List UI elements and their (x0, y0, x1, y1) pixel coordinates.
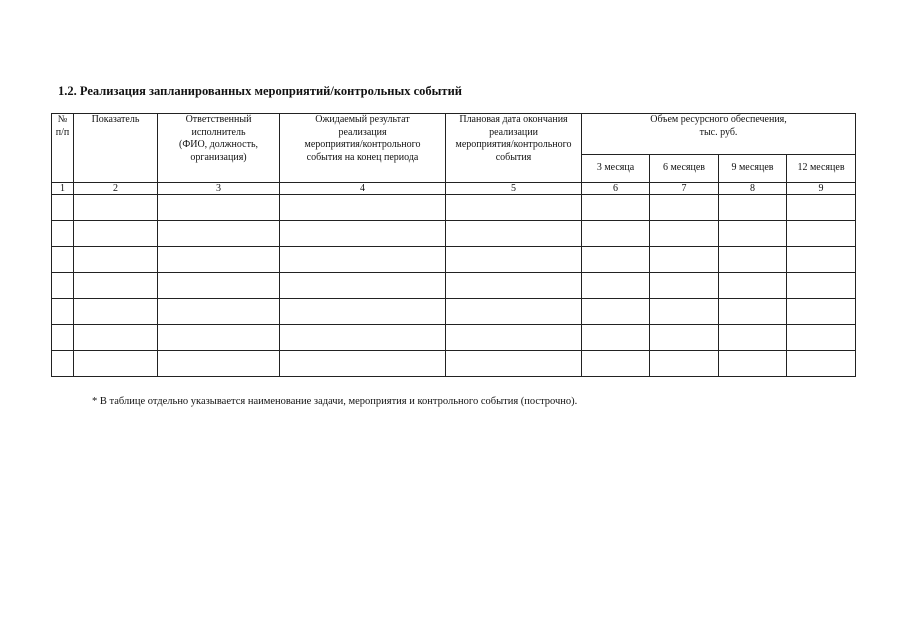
column-number: 5 (446, 183, 582, 195)
table-cell (74, 247, 158, 273)
header-9-months: 9 месяцев (719, 155, 787, 183)
column-number: 6 (582, 183, 650, 195)
table-cell (52, 351, 74, 377)
table-cell (582, 299, 650, 325)
table-cell (446, 195, 582, 221)
footnote: * В таблице отдельно указывается наименование задачи, мероприятия и контрольного события (построчно). (92, 396, 578, 407)
table-cell (74, 273, 158, 299)
table-row (52, 273, 856, 299)
table-cell (446, 351, 582, 377)
table-cell (787, 299, 856, 325)
table-cell (446, 325, 582, 351)
table-cell (280, 221, 446, 247)
header-resources: Объем ресурсного обеспечения, тыс. руб. (582, 114, 856, 155)
table-cell (650, 273, 719, 299)
header-indicator: Показатель (74, 114, 158, 183)
table-cell (650, 299, 719, 325)
table-cell (719, 351, 787, 377)
table-cell (787, 221, 856, 247)
table-cell (158, 195, 280, 221)
table-cell (582, 195, 650, 221)
table-row (52, 247, 856, 273)
header-12-months: 12 месяцев (787, 155, 856, 183)
column-number: 3 (158, 183, 280, 195)
table-row (52, 351, 856, 377)
table-cell (74, 299, 158, 325)
header-no: № п/п (52, 114, 74, 183)
table-cell (52, 325, 74, 351)
table-cell (582, 351, 650, 377)
column-number: 8 (719, 183, 787, 195)
table-cell (158, 299, 280, 325)
header-responsible: Ответственный исполнитель (ФИО, должность, организация) (158, 114, 280, 183)
table-cell (52, 273, 74, 299)
table-cell (719, 195, 787, 221)
table-cell (52, 195, 74, 221)
table-cell (74, 221, 158, 247)
table-cell (787, 195, 856, 221)
table-cell (158, 247, 280, 273)
table-cell (582, 325, 650, 351)
table-row (52, 325, 856, 351)
table-cell (650, 195, 719, 221)
table-cell (650, 325, 719, 351)
table-cell (719, 221, 787, 247)
table-cell (158, 325, 280, 351)
table-cell (280, 273, 446, 299)
header-planned-date: Плановая дата окончания реализации мероприятия/контрольного события (446, 114, 582, 183)
header-6-months: 6 месяцев (650, 155, 719, 183)
table-cell (52, 221, 74, 247)
table-cell (650, 247, 719, 273)
table-cell (74, 351, 158, 377)
column-number: 1 (52, 183, 74, 195)
table-row (52, 221, 856, 247)
table-cell (787, 273, 856, 299)
column-number: 9 (787, 183, 856, 195)
table-cell (787, 351, 856, 377)
table-body (52, 195, 856, 377)
table-cell (280, 325, 446, 351)
table-cell (280, 247, 446, 273)
table-cell (158, 273, 280, 299)
table-cell (719, 273, 787, 299)
table-cell (446, 247, 582, 273)
table-cell (787, 325, 856, 351)
header-3-months: 3 месяца (582, 155, 650, 183)
table-cell (787, 247, 856, 273)
table-cell (719, 247, 787, 273)
table-cell (446, 221, 582, 247)
column-numbers-row (52, 183, 856, 195)
table-cell (280, 195, 446, 221)
header-expected-result: Ожидаемый результат реализация мероприятия/контрольного события на конец периода (280, 114, 446, 183)
table-row (52, 299, 856, 325)
table-cell (280, 351, 446, 377)
column-number: 2 (74, 183, 158, 195)
table-cell (719, 299, 787, 325)
table-cell (280, 299, 446, 325)
table-cell (582, 221, 650, 247)
table-cell (719, 325, 787, 351)
column-number: 7 (650, 183, 719, 195)
table-cell (446, 273, 582, 299)
table-cell (74, 325, 158, 351)
table-cell (158, 351, 280, 377)
column-number: 4 (280, 183, 446, 195)
table-cell (446, 299, 582, 325)
table-cell (650, 221, 719, 247)
table-cell (650, 351, 719, 377)
table-cell (158, 221, 280, 247)
table-cell (52, 247, 74, 273)
section-title: 1.2. Реализация запланированных мероприятий/контрольных событий (58, 84, 462, 98)
table-cell (52, 299, 74, 325)
table-row (52, 195, 856, 221)
table-cell (582, 273, 650, 299)
events-table (51, 113, 856, 377)
table-cell (582, 247, 650, 273)
table-cell (74, 195, 158, 221)
